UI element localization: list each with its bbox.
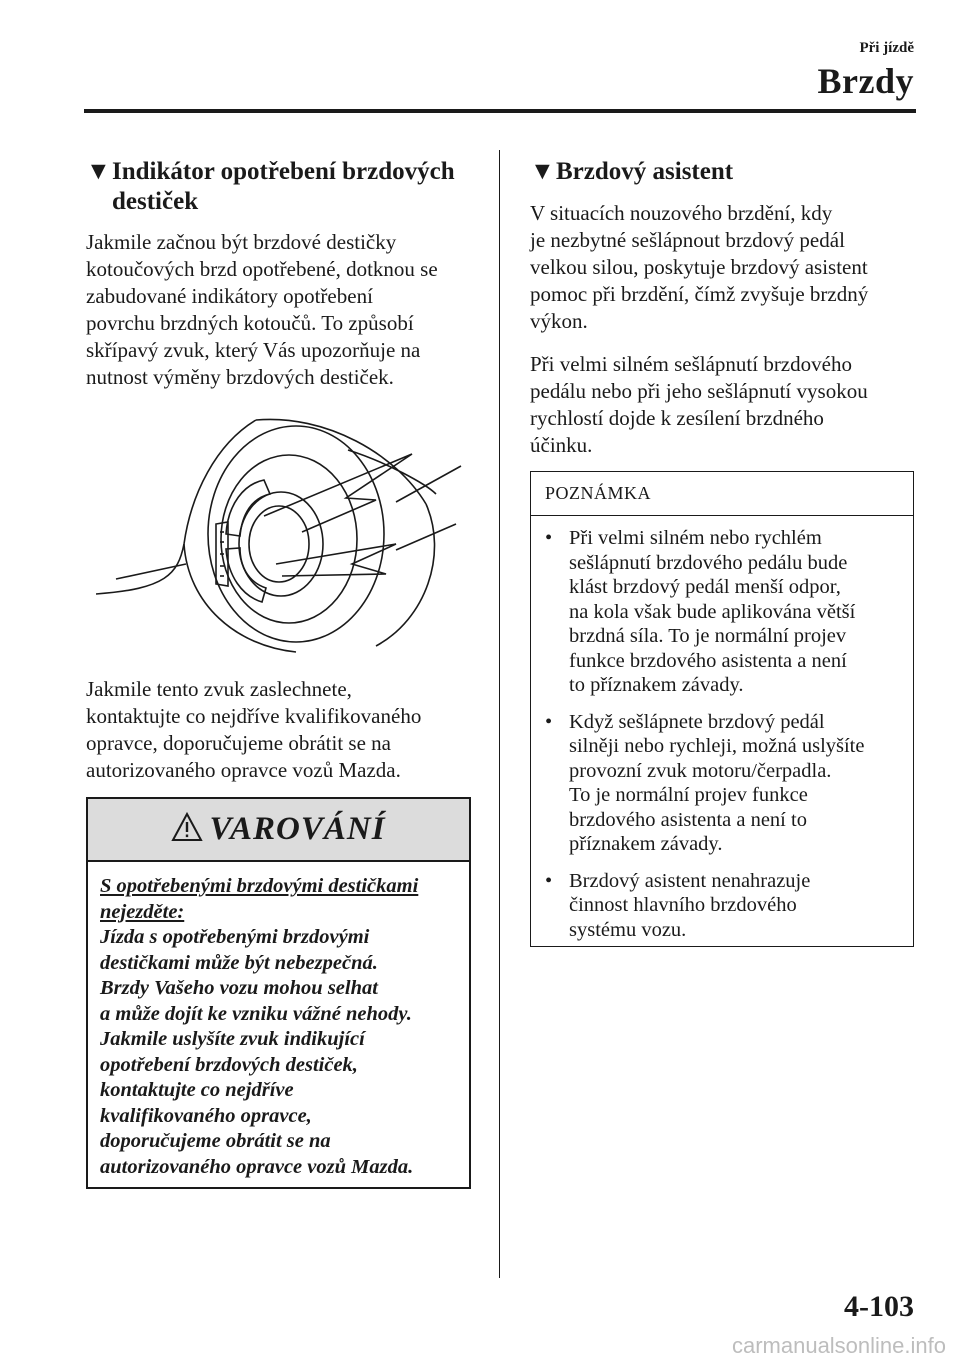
paragraph-brake-assist-intro: V situacích nouzového brzdění, kdy je nezbytné sešlápnout brzdový pedál velkou silou, poskytuje brzdový asistent pomoc při brzdění, čímž zvyšuje brzdný výkon. xyxy=(530,201,869,333)
heading-brake-pad-indicator: ▼Indikátor opotřebení brzdových destiček xyxy=(86,158,455,215)
note-item: • Když sešlápnete brzdový pedál silněji nebo rychleji, možná uslyšíte provozní zvuk motoru/čerpadla. To je normální projev funkce brzdového asistenta a není to příznakem závady. xyxy=(545,710,865,855)
note-item: • Při velmi silném nebo rychlém sešlápnutí brzdového pedálu bude klást brzdový pedál menší odpor, na kola však bude aplikována větší brzdná síla. To je normální projev funkce brzdového asistenta a není to příznakem závady. xyxy=(545,527,856,696)
column-divider xyxy=(499,150,500,1278)
warning-text: S opotřebenými brzdovými destičkami nejezděte: Jízda s opotřebenými brzdovými destičkami může být nebezpečná. Brzdy Vašeho vozu mohou selhat a může dojít ke vzniku vážné nehody. Jakmile uslyšíte zvuk indikující opotřebení brzdových destiček, kontaktujte co nejdříve kvalifikovaného opravce, doporučujeme obrátit se na autorizovaného opravce vozů Mazda. xyxy=(100,875,419,1178)
paragraph-brake-assist-effect: Při velmi silném sešlápnutí brzdového pedálu nebo při jeho sešlápnutí vysokou rychlostí dojde k zesílení brzdného účinku. xyxy=(530,352,868,457)
warning-box xyxy=(86,797,471,1189)
page-number: 4-103 xyxy=(844,1290,914,1323)
bullet-icon: • xyxy=(545,869,553,892)
warning-header xyxy=(88,799,469,862)
section-title: Při jízdě xyxy=(859,40,914,56)
header-rule xyxy=(84,109,916,113)
paragraph-contact-service: Jakmile tento zvuk zaslechnete, kontaktujte co nejdříve kvalifikovaného opravce, doporučujeme obrátit se na autorizovaného opravce vozů Mazda. xyxy=(86,677,422,782)
bullet-icon: • xyxy=(545,527,553,549)
bullet-icon: • xyxy=(545,710,553,733)
chapter-title: Brzdy xyxy=(817,61,914,101)
note-item: • Brzdový asistent nenahrazuje činnost hlavního brzdového systému vozu. xyxy=(545,869,811,941)
note-title: POZNÁMKA xyxy=(531,472,913,516)
warning-title: VAROVÁNÍ xyxy=(209,811,386,847)
warning-triangle-icon xyxy=(171,812,203,842)
section-triangle-icon: ▼ xyxy=(530,158,555,185)
note-box xyxy=(530,471,914,947)
note-list xyxy=(531,516,913,942)
watermark: carmanualsonline.info xyxy=(731,1333,946,1358)
brake-disc-illustration xyxy=(96,414,466,664)
section-triangle-icon: ▼ xyxy=(86,158,111,185)
paragraph-indicator-description: Jakmile začnou být brzdové destičky kotoučových brzd opotřebené, dotknou se zabudované indikátory opotřebení povrchu brzdných kotoučů. To způsobí skřípavý zvuk, který Vás upozorňuje na nutnost výměny brzdových destiček. xyxy=(86,230,438,389)
heading-brake-assist: ▼Brzdový asistent xyxy=(530,158,734,185)
